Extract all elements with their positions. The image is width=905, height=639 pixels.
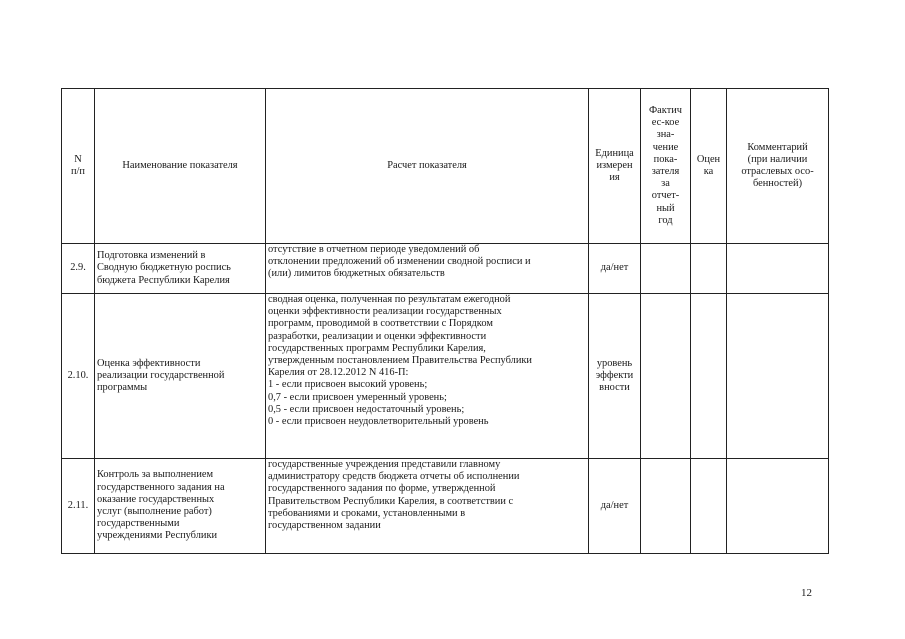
header-comment: Комментарий (при наличии отраслевых осо- бенностей) — [727, 89, 829, 244]
actual-value-cell — [641, 244, 691, 294]
row-number: 2.11. — [62, 459, 95, 554]
header-calc: Расчет показателя — [266, 89, 589, 244]
header-num: N п/п — [62, 89, 95, 244]
indicator-calculation: сводная оценка, полученная по результатам ежегодной оценки эффективности реализации государственных программ, проводимой в соответствии с Порядком разработки, реализации и оценки эффективности государственных программ Республики Карелия, утвержденным постановлением Правительства Республики Карелия от 28.12.2012 N 416-П: 1 - если присвоен высокий уровень; 0,7 - если присвоен умеренный уровень; 0,5 - если присвоен недостаточный уровень; 0 - если присвоен неудовлетворительный уровень — [266, 294, 589, 459]
table-row — [62, 459, 829, 554]
header-unit: Единица измерен ия — [589, 89, 641, 244]
page-number: 12 — [801, 587, 812, 599]
table-row — [62, 294, 829, 459]
score-cell — [691, 244, 727, 294]
comment-cell — [727, 294, 829, 459]
indicator-unit: да/нет — [589, 244, 641, 294]
indicator-calculation: государственные учреждения представили главному администратору средств бюджета отчеты об исполнении государственного задания по форме, утвержденной Правительством Республики Карелия, в соответствии с требованиями и сроками, установленными в государственном задании — [266, 459, 589, 554]
indicator-calculation: отсутствие в отчетном периоде уведомлений об отклонении предложений об изменении сводной росписи и (или) лимитов бюджетных обязательств — [266, 244, 589, 294]
table-row — [62, 244, 829, 294]
indicator-name: Оценка эффективности реализации государственной программы — [95, 294, 266, 459]
table-header-row — [62, 89, 829, 244]
actual-value-cell — [641, 459, 691, 554]
indicator-name: Контроль за выполнением государственного задания на оказание государственных услуг (выполнение работ) государственными учреждениями Республики — [95, 459, 266, 554]
indicator-unit: уровень эффекти вности — [589, 294, 641, 459]
row-number: 2.10. — [62, 294, 95, 459]
row-number: 2.9. — [62, 244, 95, 294]
actual-value-cell — [641, 294, 691, 459]
header-score: Оцен ка — [691, 89, 727, 244]
score-cell — [691, 294, 727, 459]
comment-cell — [727, 459, 829, 554]
indicators-table — [61, 88, 829, 554]
comment-cell — [727, 244, 829, 294]
indicator-name: Подготовка изменений в Сводную бюджетную роспись бюджета Республики Карелия — [95, 244, 266, 294]
header-actual-value: Фактич ес-кое зна- чение пока- зателя за отчет- ный год — [641, 89, 691, 244]
indicator-unit: да/нет — [589, 459, 641, 554]
header-name: Наименование показателя — [95, 89, 266, 244]
score-cell — [691, 459, 727, 554]
